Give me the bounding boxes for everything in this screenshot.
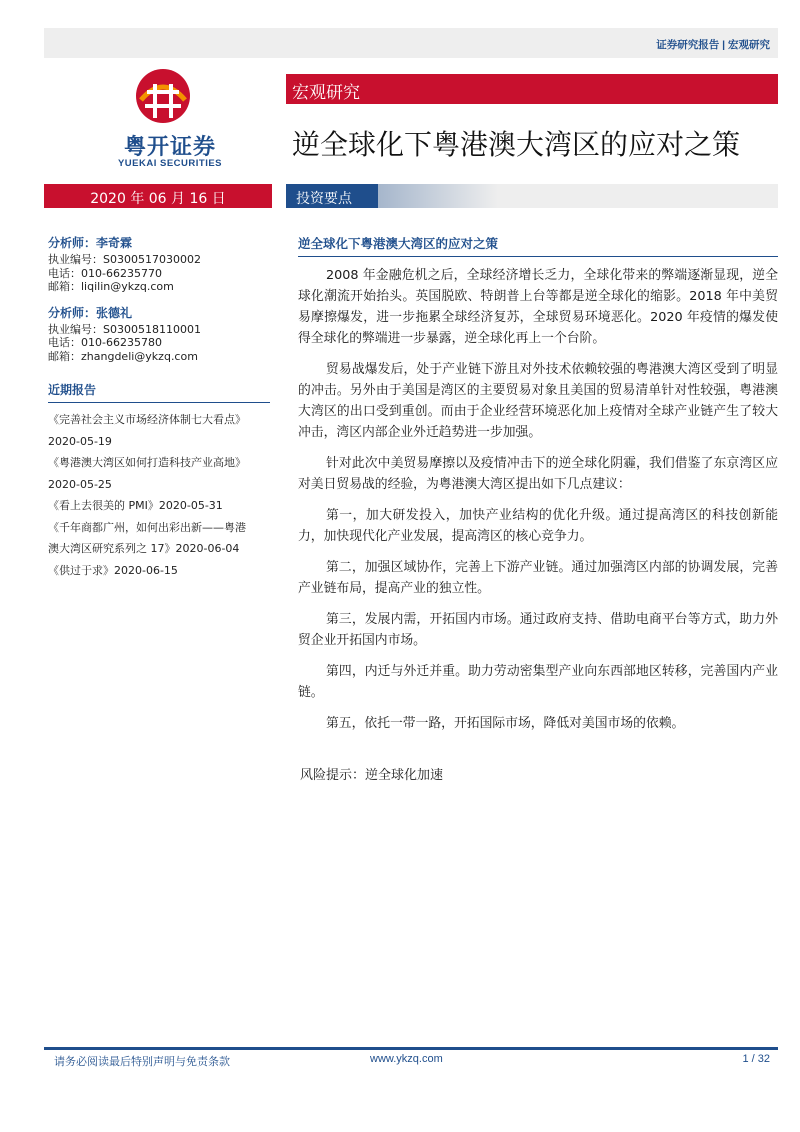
- main-heading-divider: [298, 256, 778, 257]
- body-paragraph: 第四，内迁与外迁并重。助力劳动密集型产业向东西部地区转移，完善国内产业链。: [298, 664, 778, 700]
- recent-report-line: 2020-05-25: [48, 477, 112, 491]
- analyst-email[interactable]: 邮箱：zhangdeli@ykzq.com: [48, 349, 198, 363]
- report-category-label: 证券研究报告 | 宏观研究: [656, 39, 770, 51]
- logo-name-en: YUEKAI SECURITIES: [117, 158, 223, 169]
- body-paragraph: 第五，依托一带一路，开拓国际市场，降低对美国市场的依赖。: [326, 716, 685, 731]
- footer-website[interactable]: www.ykzq.com: [370, 1053, 443, 1065]
- main-heading: 逆全球化下粤港澳大湾区的应对之策: [298, 236, 499, 251]
- recent-report-line[interactable]: 《供过于求》2020-06-15: [48, 563, 178, 577]
- section-label: 宏观研究: [292, 83, 360, 103]
- risk-warning: 风险提示：逆全球化加速: [300, 768, 444, 783]
- recent-report-line[interactable]: 《完善社会主义市场经济体制七大看点》: [48, 413, 246, 426]
- top-header-band: [44, 28, 778, 58]
- company-logo: [95, 68, 245, 168]
- body-paragraph: 贸易战爆发后，处于产业链下游且对外技术依赖较强的粤港澳大湾区受到了明显的冲击。另外由于美国是湾区的主要贸易对象且美国的贸易清单针对性较强，粤港澳大湾区的出口受到重创。而由于企业经营环境恶化加上疫情对全球产业链产生了较大冲击，湾区内部企业外迁趋势进一步加强。: [298, 362, 778, 440]
- page-title: 逆全球化下粤港澳大湾区的应对之策: [292, 128, 741, 161]
- recent-report-line[interactable]: 《千年商都广州，如何出彩出新——粤港: [48, 520, 246, 534]
- key-points-band: [286, 184, 778, 208]
- section-band: [286, 74, 778, 104]
- footer-disclaimer[interactable]: 请务必阅读最后特别声明与免责条款: [54, 1055, 230, 1068]
- body-paragraph: 第一，加大研发投入，加快产业结构的优化升级。通过提高湾区的科技创新能力，加快现代化产业发展，提高湾区的核心竞争力。: [298, 508, 778, 544]
- logo-name-cn: 粤开证券: [123, 135, 216, 160]
- date-band: [44, 184, 272, 208]
- analyst-name: 分析师：张德礼: [48, 305, 133, 320]
- recent-reports-divider: [48, 402, 270, 403]
- sidebar: [48, 234, 278, 581]
- key-points-fade: [378, 184, 498, 208]
- analyst-name: 分析师：李奇霖: [48, 236, 133, 250]
- key-points-label: 投资要点: [296, 191, 352, 207]
- footer-page-number: 1 / 32: [742, 1053, 770, 1065]
- analyst-phone: 电话：010-66235770: [48, 266, 162, 280]
- body-paragraph: 2008 年金融危机之后，全球经济增长乏力，全球化带来的弊端逐渐显现，逆全球化潮流开始抬头。英国脱欧、特朗普上台等都是逆全球化的缩影。2018 年中美贸易摩擦爆发，进一步拖累全球经济复苏，全球贸易环境恶化。2020 年疫情的爆发使得全球化的弊端进一步暴露，逆全球化再上一个台阶。: [298, 268, 778, 346]
- recent-report-line[interactable]: 《粤港澳大湾区如何打造科技产业高地》: [48, 456, 246, 469]
- key-points-label-box: [286, 184, 378, 208]
- analyst-email[interactable]: 邮箱：liqilin@ykzq.com: [48, 280, 174, 293]
- body-paragraph: 第三，发展内需，开拓国内市场。通过政府支持、借助电商平台等方式，助力外贸企业开拓国内市场。: [298, 612, 778, 648]
- yuekai-logo-icon: [135, 68, 191, 124]
- recent-reports-title: 近期报告: [48, 383, 97, 397]
- analyst-card: [48, 304, 278, 364]
- body-paragraph: 第二，加强区域协作，完善上下游产业链。通过加强湾区内部的协调发展，完善产业链布局，提高产业的独立性。: [298, 560, 778, 596]
- footer-divider: [44, 1047, 778, 1050]
- recent-report-line[interactable]: 澳大湾区研究系列之 17》2020-06-04: [48, 542, 240, 555]
- main-content: [298, 234, 778, 734]
- analyst-license: 执业编号：S0300518110001: [48, 322, 201, 336]
- recent-report-line: 2020-05-19: [48, 434, 112, 448]
- analyst-phone: 电话：010-66235780: [48, 336, 162, 349]
- body-paragraph: 针对此次中美贸易摩擦以及疫情冲击下的逆全球化阴霾，我们借鉴了东京湾区应对美日贸易战的经验，为粤港澳大湾区提出如下几点建议：: [298, 456, 778, 492]
- analyst-license: 执业编号：S0300517030002: [48, 253, 201, 266]
- recent-report-line[interactable]: 《看上去很美的 PMI》2020-05-31: [48, 499, 223, 512]
- analyst-card: [48, 234, 278, 294]
- recent-reports-list: [48, 409, 278, 581]
- report-date: 2020 年 06 月 16 日: [90, 191, 226, 207]
